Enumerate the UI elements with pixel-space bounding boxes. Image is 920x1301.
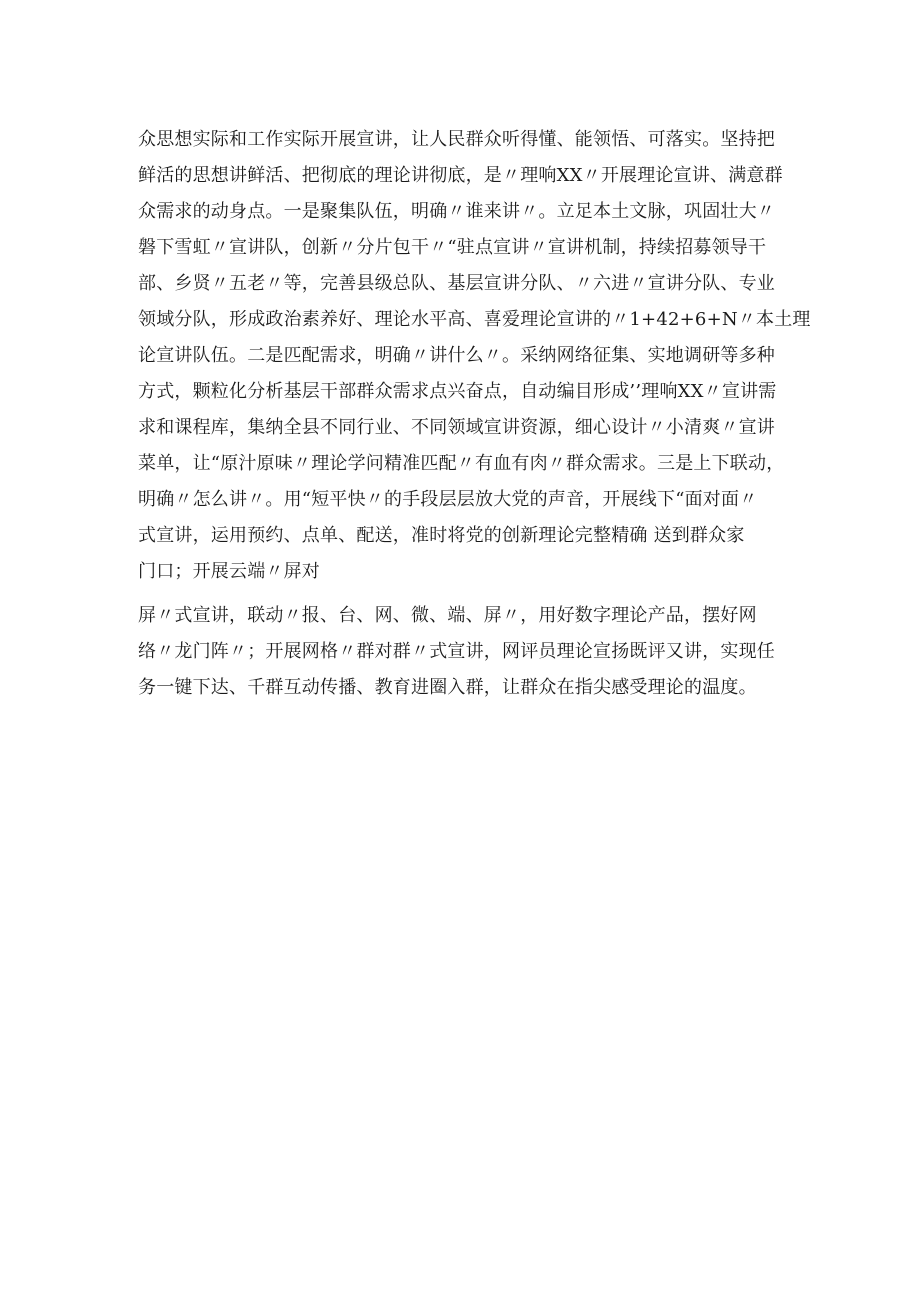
paragraph-line-12: 式宣讲，运用预约、点单、配送，准时将党的创新理论完整精确 送到群众家 xyxy=(138,525,745,546)
paragraph-line-5: 部、乡贤〃五老〃等，完善县级总队、基层宣讲分队、〃六进〃宣讲分队、专业 xyxy=(138,273,775,294)
paragraph-line-7: 论宣讲队伍。二是匹配需求，明确〃讲什么〃。采纳网络征集、实地调研等多种 xyxy=(138,345,775,366)
paragraph-line-6: 领域分队，形成政治素养好、理论水平高、喜爱理论宣讲的〃1+42+6+N〃本土理 xyxy=(138,309,811,330)
paragraph-line-15: 络〃龙门阵〃；开展网格〃群对群〃式宣讲，网评员理论宣扬既评又讲，实现任 xyxy=(138,641,775,662)
paragraph-line-16: 务一键下达、千群互动传播、教育进圈入群，让群众在指尖感受理论的温度。 xyxy=(138,677,757,698)
body-paragraph xyxy=(138,122,811,706)
paragraph-line-11: 明确〃怎么讲〃。用“短平快〃的手段层层放大党的声音，开展线下“面对面〃 xyxy=(138,489,758,510)
paragraph-line-8: 方式，颗粒化分析基层干部群众需求点兴奋点，自动编目形成’’理响XX〃宣讲需 xyxy=(138,381,777,402)
paragraph-line-4: 磐下雪虹〃宣讲队，创新〃分片包干〃“驻点宣讲〃宣讲机制，持续招募领导干 xyxy=(138,237,767,258)
paragraph-line-10: 菜单，让“原汁原味〃理论学问精准匹配〃有血有肉〃群众需求。三是上下联动， xyxy=(138,453,785,474)
paragraph-line-2: 鲜活的思想讲鲜活、把彻底的理论讲彻底，是〃理响XX〃开展理论宣讲、满意群 xyxy=(138,165,783,186)
paragraph-line-14: 屏〃式宣讲，联动〃报、台、网、微、端、屏〃，用好数字理论产品，摆好网 xyxy=(138,605,757,626)
paragraph-line-1: 众思想实际和工作实际开展宣讲，让人民群众听得懂、能领悟、可落实。坚持把 xyxy=(138,129,775,150)
paragraph-line-9: 求和课程库，集纳全县不同行业、不同领域宣讲资源，细心设计〃小清爽〃宣讲 xyxy=(138,417,775,438)
paragraph-line-3: 众需求的动身点。一是聚集队伍，明确〃谁来讲〃。立足本土文脉，巩固壮大〃 xyxy=(138,201,775,222)
paragraph-line-13: 门口；开展云端〃屏对 xyxy=(138,561,320,582)
